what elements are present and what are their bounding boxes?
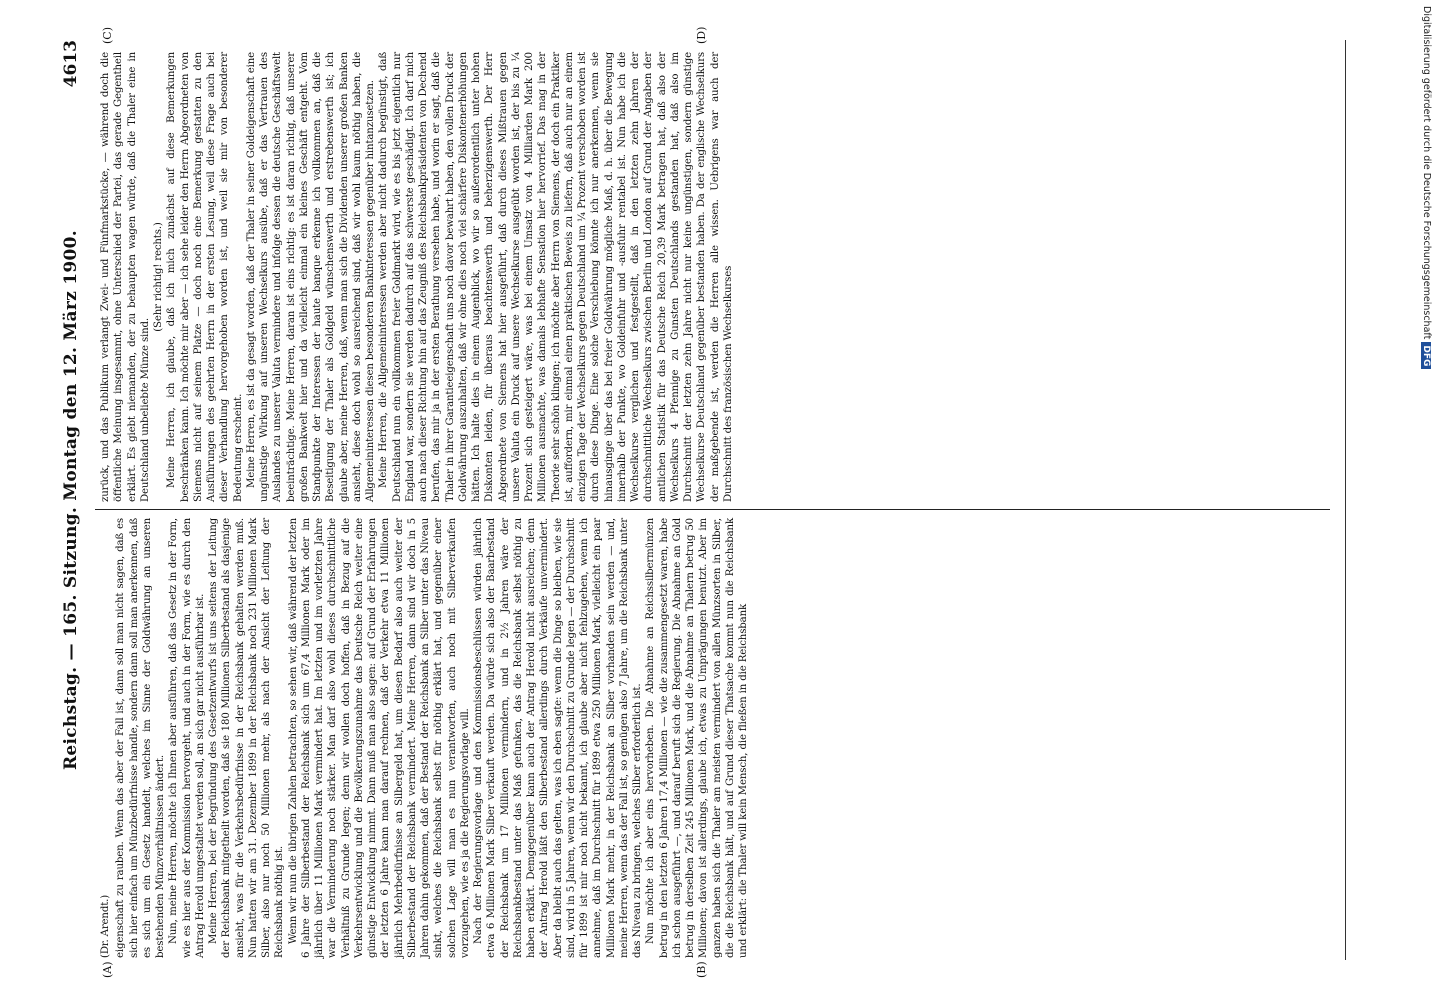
rotated-document-page — [55, 20, 1405, 980]
bottom-rule — [1345, 40, 1346, 960]
paragraph: eigenschaft zu rauben. Wenn das aber der Fall ist, dann soll man nicht sagen, daß es sich hier einfach um Münzbedürfnisse handle, sondern dann soll man anerkennen, daß es sich um ein Gesetz handelt, welches im Sinne der Goldwährung an unseren bestehenden Münzverhältnissen ändert. — [115, 518, 166, 958]
paragraph: Nun möchte ich aber eins hervorheben. Die Abnahme an Reichssilbermünzen betrug in den letzten 6 Jahren 17,4 Millionen — wie die zusammengesetzt waren, habe ich schon ausgeführt —, und darauf beruft sich die Regierung. Die Abnahme an Gold betrug in derselben Zeit 245 Millionen Mark, und die Abnahme an Thalern betrug 50 Millionen; davon ist allerdings, glaube ich, etwas zu Umprägungen benutzt. Aber im ganzen haben sich die Thaler am meisten vermindert von allen Münzsorten in Silber, die die Reichsbank hält, und auf Grund dieser Thatsache kommt nun die Reichsbank und erklärt: die Thaler will kein Mensch, die fließen in die Reichsbank — [645, 518, 749, 958]
paragraph: Meine Herren, es ist da gesagt worden, daß der Thaler in seiner Goldeigenschaft eine ungünstige Wirkung auf unseren Wechselkurs ausübe, daß er das Vertrauen des Auslandes zu unserer Valuta vermindere und infolge dessen die deutsche Geschäftswelt beeinträchtige. Meine Herren, daran ist eins richtig: es ist daran richtig, daß unserer großen Bankwelt hier und da vielleicht einmal ein kleines Geschäft entgeht. Vom Standpunkte der Interessen der haute banque erkenne ich vollkommen an, daß die Beseitigung der Thaler als Goldgeld wünschenswerth und erstrebenswerth ist; ich glaube aber, meine Herren, daß, wenn man sich die Dividenden unserer großen Banken ansieht, diese doch wohl so ausreichend sind, daß wir wohl kaum nöthig haben, die Allgemeininteressen diesen besonderen Bankinteressen gegenüber hintanzusetzen. — [245, 52, 376, 502]
paragraph: Meine Herren, ich glaube, daß ich mich zunächst auf diese Bemerkungen beschränken kann. Ich möchte mir aber — ich sehe leider den Herrn Abgeordneten von Siemens nicht auf seinem Platze — doch noch eine Bemerkung gestatten zu den Ausführungen des geehrten Herrn in der ersten Lesung, weil diese Frage auch bei dieser Verhandlung hervorgehoben worden ist, und weil sie mir von besonderer Bedeutung erscheint. — [166, 52, 244, 502]
notice-text: Digitalisierung gefördert durch die Deutsche Forschungsgemeinschaft — [1421, 6, 1432, 340]
paragraph: Nach der Regierungsvorlage und den Kommissionsbeschlüssen würden jährlich etwa 6 Millionen Mark Silber verkauft werden. Da würde sich also der Baarbestand der Reichsbank um 17 Millionen vermindern, und in 2½ Jahren wäre der Reichsbankbestand unter das Maß gefunken, das die Reichsbank selbst nöthig zu haben erklärt. Demgegenüber kann auch der Antrag Herold nicht ausreichen; denn der Antrag Herold läßt den Silberbestand allerdings durch Verkäufe unvermindert. Aber da bleibt auch das gelten, was ich eben sagte: wenn die Dinge so bleiben, wie sie sind, wird in 5 Jahren, wenn wir den Durchschnitt zu Grunde legen — der Durchschnitt für 1899 ist mir noch nicht bekannt, ich glaube aber nicht fehlzugehen, wenn ich annehme, daß im Durchschnitt für 1899 etwa 250 Millionen Mark, vielleicht ein paar Millionen Mark mehr, in der Reichsbank an Silber vorhanden sein werden — und, meine Herren, wenn das der Fall ist, so genügen also 7 Jahre, um die Reichsbank unter das Niveau zu bringen, welches Silber erforderlich ist. — [473, 518, 643, 958]
paragraph: zurück, und das Publikum verlangt Zwei- und Fünfmarkstücke, — während doch die öffentliche Meinung insgesammt, ohne Unterschied der Partei, das gerade Gegentheil erklärt. Es giebt niemanden, der zu behaupten wagen würde, daß die Thaler eine in Deutschland unbeliebte Münze sind. — [100, 52, 151, 502]
margin-marker-b: (B) — [695, 961, 708, 978]
left-column — [99, 518, 750, 958]
dfg-logo: DFG — [1421, 342, 1431, 369]
interjection: (Sehr richtig! rechts.) — [153, 222, 164, 332]
paragraph: Nun, meine Herren, möchte ich Ihnen aber ausführen, daß das Gesetz in der Form, wie es hier aus der Kommission hervorgeht, und auch in der Form, wie es durch den Antrag Herold umgestaltet werden soll, an sich gar nicht ausführbar ist. — [168, 518, 206, 958]
page-header — [55, 40, 89, 960]
page-number: 4613 — [61, 40, 81, 88]
paragraph: Wenn wir nun die übrigen Zahlen betrachten, so sehen wir, daß während der letzten 6 Jahre der Silberbestand der Reichsbank sich um 67,4 Millionen Mark oder im jährlich über 11 Millionen Mark vermindert hat. Im letzten und im vorletzten Jahre war die Verminderung noch stärker. Man darf also wohl dieses durchschnittliche Verhältniß zu Grunde legen; denn wir wollen doch hoffen, daß in Bezug auf die Verkehrsentwicklung und die Bevölkerungszunahme das Deutsche Reich weiter eine günstige Entwicklung nimmt. Dann muß man also sagen: auf Grund der Erfahrungen der letzten 6 Jahre kann man darauf rechnen, daß der Verkehr etwa 11 Millionen jährlich Mehrbedürfnisse an Silbergeld hat, um diesen Bedarf also auch weiter der Silberbestand der Reichsbank vermindert. Meine Herren, dann sind wir doch in 5 Jahren dahin gekommen, daß der Bestand der Reichsbank an Silber unter das Niveau sinkt, welches die Reichsbank selbst für nöthig erklärt hat, und gegenüber einer solchen Lage will man es nun verantworten, auch noch mit Silberverkaufen vorzugehen, wie es ja die Regierungsvorlage will. — [287, 518, 471, 958]
digitization-notice-text — [1418, 6, 1432, 586]
digitization-notice — [1418, 6, 1432, 586]
right-column — [99, 52, 735, 502]
paragraph: Meine Herren, die Allgemeininteressen werden aber nicht dadurch begünstigt, daß Deutschland nun ein vollkommen freier Goldmarkt wird, wie es bis jetzt eigentlich nur England war, sondern sie werden dadurch auf das schwerste geschädigt. Ich darf mich auch nach dieser Richtung hin auf das Zeugniß des Reichsbankpräsidenten von Dechend berufen, das mir ja in der ersten Berathung versehen habe, und worin er sagt, daß die Thaler in ihrer Garantieeigenschaft uns noch davor bewahrt haben, den vollen Druck der Goldwährung auszuhalten, daß wir ohne dies noch viel schärfere Diskontenerhöhungen hätten. Ich halte dies in einem Augenblick, wo wir so außerordentlich unter hohen Diskonten leiden, für überaus beachtenswerth und beherzigenswerth. Der Herr Abgeordnete von Siemens hat hier ausgeführt, daß durch dieses Mißtrauen gegen unsere Valuta ein Druck auf unsere Wechselkurse ausgeübt worden ist, der bis zu ¼ Prozent sich gesteigert wäre, was bei einem Umsatz von 4 Milliarden Mark 200 Millionen ausmachte, was damals lebhafte Sensation hier hervorrief. Das mag in der Theorie sehr schön klingen; ich möchte aber Herrn von Siemens, der doch ein Praktiker ist, auffordern, mir einmal einen praktischen Beweis zu liefern, daß auch nur an einem einzigen Tage der Wechselkurs gegen Deutschland um ¼ Prozent verschoben worden ist durch diese Dinge. Eine solche Verschiebung könnte ich nur anerkennen, wenn sie hinausginge über das bei freier Goldwährung mögliche Maß, d. h. über die Bewegung innerhalb der Punkte, wo Goldeinfuhr und -ausfuhr rentabel ist. Nun habe ich die Wechselkurse verglichen und festgestellt, daß in den letzten zehn Jahren der durchschnittliche Wechselkurs zwischen Berlin und London auf Grund der Angaben der amtlichen Statistik für das Deutsche Reich 20,39 Mark betragen hat, daß also der Wechselkurs 4 Pfennige zu Gunsten Deutschlands gestanden hat, daß also im Durchschnitt der letzten zehn Jahre nicht nur keine ungünstigen, sondern günstige Wechselkurse Deutschland gegenüber bestanden haben. Da der englische Wechselkurs der maßgebende ist, werden die Herren alle wissen. Uebrigens war auch der Durchschnitt des französischen Wechselkurses — [378, 52, 734, 502]
paragraph: Meine Herren, bei der Begründung des Gesetzentwurfs ist uns seitens der Leitung der Reichsbank mitgetheilt worden, daß sie 180 Millionen Silberbestand als dasjenige ansieht, was für die Verkehrsbedürfnisse in der Reichsbank gehalten werden muß. Nun hatten wir am 31. Dezember 1899 in der Reichsbank noch 231 Millionen Mark Silber, also nur noch 50 Millionen mehr, als nach der Ansicht der Leitung der Reichsbank nöthig ist. — [208, 518, 286, 958]
column-divider — [95, 509, 1330, 510]
margin-marker-a: (A) — [101, 961, 114, 978]
margin-marker-d: (D) — [695, 26, 708, 44]
running-title: Reichstag. — 165. Sitzung. Montag den 12. März 1900. — [61, 229, 81, 771]
margin-marker-c: (C) — [101, 27, 114, 44]
speaker-label: (Dr. Arendt.) — [100, 894, 111, 958]
